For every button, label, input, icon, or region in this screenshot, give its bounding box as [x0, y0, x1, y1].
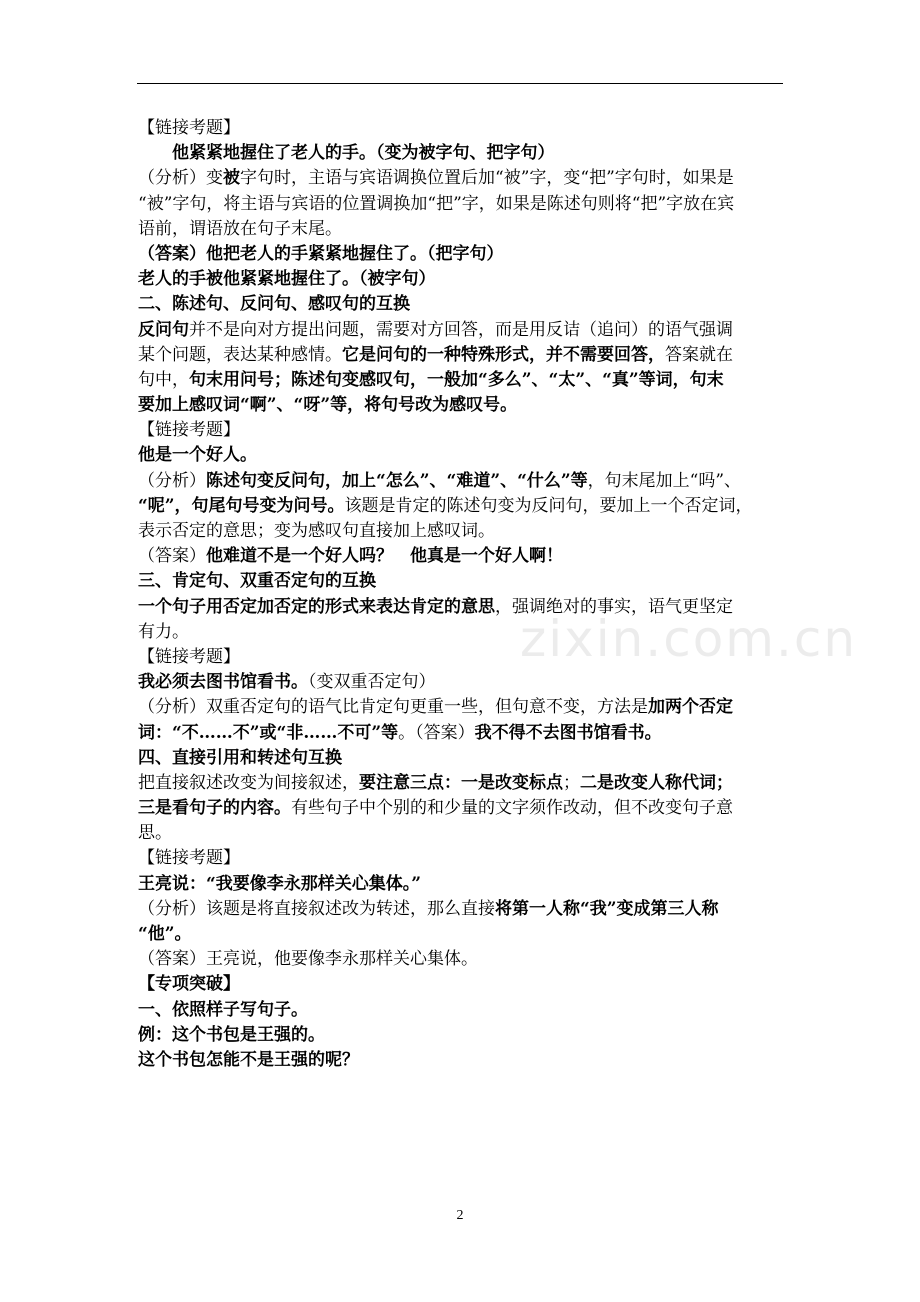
- text-run: 某个问题，表达某种感情。: [138, 344, 342, 365]
- text-line: [138, 494, 784, 519]
- text-line: [138, 141, 784, 166]
- text-line: [138, 544, 784, 569]
- text-run: 字句时，主语与宾语调换位置后加“被”字，变“把”字句时，如果是: [240, 168, 734, 189]
- text-run: 将第一人称“我”变成第三人称: [495, 898, 719, 919]
- text-line: [138, 771, 784, 796]
- text-run: 【链接考题】: [138, 848, 240, 869]
- text-line: [138, 922, 784, 947]
- text-run: ，强调绝对的事实，语气更坚定: [495, 596, 733, 617]
- text-line: [138, 217, 784, 242]
- text-line: [138, 318, 784, 343]
- text-line: [138, 418, 784, 443]
- text-run: （变双重否定句）: [308, 672, 436, 693]
- text-line: [138, 343, 784, 368]
- text-run: （答案）他把老人的手紧紧地握住了。（把字句）: [138, 243, 504, 264]
- text-run: 有些句子中个别的和少量的文字须作改动，但不改变句子意: [291, 798, 733, 819]
- text-run: ；: [563, 772, 580, 793]
- text-run: 王亮说：“我要像李永那样关心集体。”: [138, 873, 422, 894]
- text-line: [138, 166, 784, 191]
- text-run: 【链接考题】: [138, 420, 240, 441]
- text-run: 陈述句变反问句，加上“怎么”、“难道”、“什么”等: [206, 470, 588, 491]
- page-number: 2: [456, 1208, 464, 1223]
- text-run: 【链接考题】: [138, 118, 240, 138]
- header-rule: [137, 83, 783, 84]
- text-run: 三、肯定句、双重否定句的互换: [138, 571, 376, 592]
- text-run: 思。: [138, 823, 172, 844]
- text-line: [138, 645, 784, 670]
- text-line: [138, 972, 784, 997]
- text-run: 该题是肯定的陈述句变为反问句，要加上一个否定词，: [344, 495, 753, 516]
- text-line: [138, 821, 784, 846]
- text-run: ，句末尾加上“吗”、: [587, 470, 742, 491]
- text-run: 例：这个书包是王强的。: [138, 1024, 325, 1045]
- text-run: “他”。: [138, 924, 192, 944]
- text-line: [138, 242, 784, 267]
- text-run: 表示否定的意思；变为感叹句直接加上感叹词。: [138, 521, 495, 541]
- text-run: （分析）该题是将直接叙述改为转述，那么直接: [138, 898, 495, 919]
- text-line: [138, 469, 784, 494]
- text-run: （答案）王亮说，他要像李永那样关心集体。: [138, 949, 478, 970]
- text-run: 【链接考题】: [138, 646, 240, 667]
- text-run: 我必须去图书馆看书。: [138, 672, 308, 693]
- text-line: [138, 595, 784, 620]
- text-line: [138, 1048, 784, 1073]
- text-run: 【专项突破】: [138, 974, 240, 995]
- text-line: [138, 721, 784, 746]
- text-run: 三是看句子的内容。: [138, 798, 291, 819]
- text-run: “被”字句，将主语与宾语的位置调换加“把”字，如果是陈述句则将“把”字放在宾: [138, 193, 735, 214]
- text-line: [138, 192, 784, 217]
- text-line: [138, 695, 784, 720]
- text-run: 答案就在: [665, 344, 733, 365]
- text-line: [138, 746, 784, 771]
- text-line: [138, 519, 784, 544]
- text-line: [138, 393, 784, 418]
- text-line: [138, 846, 784, 871]
- text-run: （分析）: [138, 470, 206, 491]
- text-run: 老人的手被他紧紧地握住了。（被字句）: [138, 269, 436, 290]
- text-run: 被: [223, 168, 240, 189]
- text-line: [138, 670, 784, 695]
- text-run: 我不得不去图书馆看书。: [474, 722, 662, 743]
- text-line: [138, 872, 784, 897]
- text-run: “呢”，句尾句号变为问号。: [138, 495, 345, 516]
- text-run: 要加上感叹词“啊”、“呀”等，将句号改为感叹号。: [138, 395, 518, 416]
- text-run: 并不是向对方提出问题，需要对方回答，而是用反诘（追问）的语气强调: [189, 319, 733, 340]
- text-run: 语前，谓语放在句子末尾。: [138, 218, 342, 239]
- text-line: [138, 368, 784, 393]
- text-run: （答案）: [138, 546, 206, 567]
- text-run: 。（答案）: [398, 722, 475, 743]
- text-line: [138, 947, 784, 972]
- text-run: （分析）变: [138, 168, 223, 189]
- text-run: 他紧紧地握住了老人的手。（变为被字句、把字句）: [172, 143, 555, 164]
- text-line: [138, 569, 784, 594]
- text-run: 句中，: [138, 369, 189, 390]
- text-run: （分析）双重否定句的语气比肯定句更重一些，但句意不变，方法是: [138, 697, 648, 718]
- document-body: [138, 116, 784, 1073]
- text-run: 四、直接引用和转述句互换: [138, 747, 342, 768]
- text-line: [138, 292, 784, 317]
- text-run: 一、依照样子写句子。: [138, 999, 308, 1020]
- text-line: [138, 1023, 784, 1048]
- text-line: [138, 796, 784, 821]
- watermark: zixin.com.cn: [520, 610, 858, 668]
- text-run: 它是问句的一种特殊形式，并不需要回答，: [342, 344, 665, 365]
- text-line: [138, 620, 784, 645]
- text-line: [138, 116, 784, 141]
- text-run: 要注意三点：一是改变标点: [359, 772, 563, 793]
- text-line: [138, 443, 784, 468]
- text-line: [138, 267, 784, 292]
- text-line: [138, 998, 784, 1023]
- text-run: 有力。: [138, 621, 189, 642]
- text-run: 把直接叙述改变为间接叙述，: [138, 772, 359, 793]
- text-run: 这个书包怎能不是王强的呢？: [138, 1049, 359, 1070]
- text-run: 反问句: [138, 319, 189, 340]
- text-run: 他是一个好人。: [138, 445, 257, 466]
- text-run: 二是改变人称代词；: [580, 772, 733, 793]
- text-line: [138, 897, 784, 922]
- text-run: 加两个否定: [648, 697, 733, 718]
- text-run: 句末用问号；陈述句变感叹句，一般加“多么”、“太”、“真”等词，句末: [189, 369, 724, 390]
- text-run: 他难道不是一个好人吗？ 他真是一个好人啊！: [206, 546, 563, 567]
- text-run: 二、陈述句、反问句、感叹句的互换: [138, 294, 410, 315]
- text-run: 词：“不……不”或“非……不可”等: [138, 722, 399, 743]
- text-run: 一个句子用否定加否定的形式来表达肯定的意思: [138, 596, 495, 617]
